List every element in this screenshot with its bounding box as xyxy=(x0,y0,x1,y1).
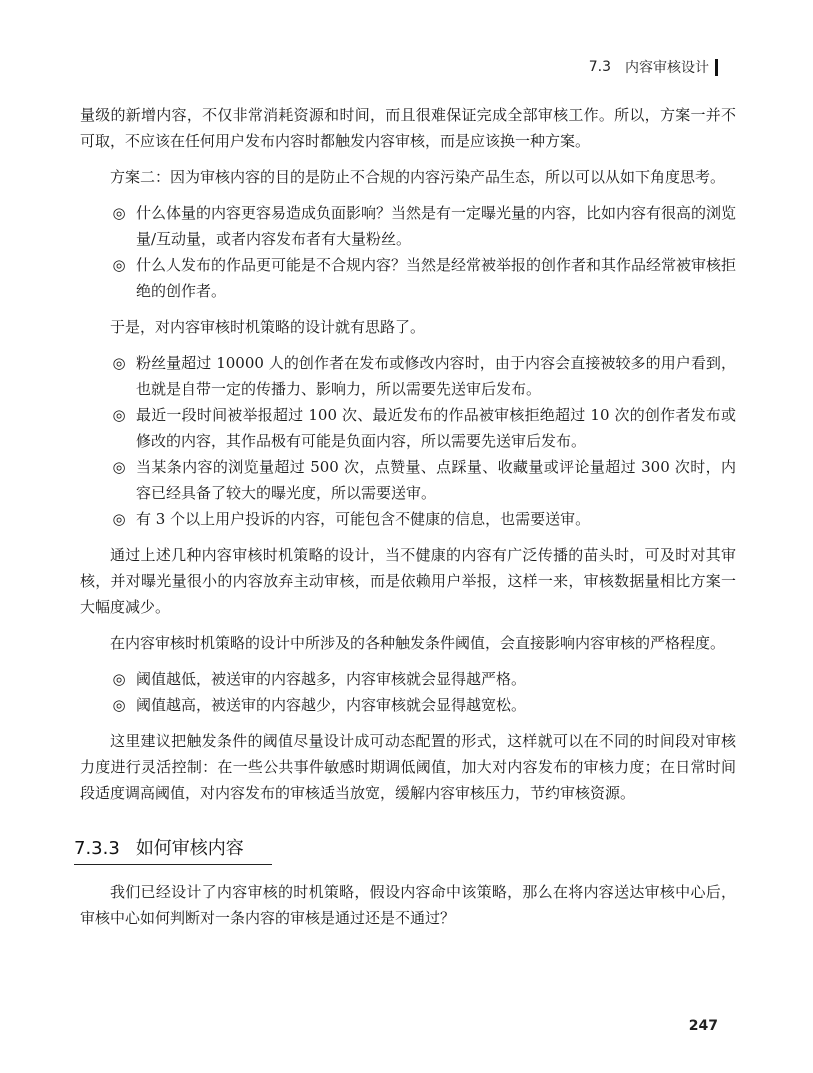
bullet-icon: ◎ xyxy=(112,510,126,528)
bullet-icon: ◎ xyxy=(112,696,126,714)
list-item xyxy=(80,350,736,402)
bullet-icon: ◎ xyxy=(112,204,126,222)
header-section-title: 内容审核设计 xyxy=(625,60,709,76)
list-item xyxy=(80,506,736,532)
paragraph: 方案二：因为审核内容的目的是防止不合规的内容污染产品生态，所以可以从如下角度思考。 xyxy=(110,168,726,186)
list-item-text: 当某条内容的浏览量超过 500 次，点赞量、点踩量、收藏量或评论量超过 300 次时，内容已经具备了较大的曝光度，所以需要送审。 xyxy=(136,458,736,502)
bullet-list-thresholds xyxy=(80,666,736,718)
paragraph: 通过上述几种内容审核时机策略的设计，当不健康的内容有广泛传播的苗头时，可及时对其审核，并对曝光量很小的内容放弃主动审核，而是依赖用户举报，这样一来，审核数据量相比方案一大幅度减少。 xyxy=(80,546,736,616)
list-item xyxy=(80,692,736,718)
list-item xyxy=(80,454,736,506)
paragraph: 这里建议把触发条件的阈值尽量设计成可动态配置的形式，这样就可以在不同的时间段对审核力度进行灵活控制：在一些公共事件敏感时期调低阈值，加大对内容发布的审核力度；在日常时间段适度调高阈值，对内容发布的审核适当放宽，缓解内容审核压力，节约审核资源。 xyxy=(80,732,736,802)
bullet-icon: ◎ xyxy=(112,458,126,476)
header-bar xyxy=(715,59,718,76)
running-header xyxy=(589,57,718,77)
section-title: 如何审核内容 xyxy=(135,838,244,859)
paragraph: 我们已经设计了内容审核的时机策略，假设内容命中该策略，那么在将内容送达审核中心后，审核中心如何判断对一条内容的审核是通过还是不通过？ xyxy=(80,883,736,927)
list-item-text: 有 3 个以上用户投诉的内容，可能包含不健康的信息，也需要送审。 xyxy=(136,510,591,528)
bullet-list-strategies xyxy=(80,350,736,532)
list-item-text: 阈值越低，被送审的内容越多，内容审核就会显得越严格。 xyxy=(136,670,527,688)
list-item xyxy=(80,402,736,454)
list-item-text: 什么体量的内容更容易造成负面影响？当然是有一定曝光量的内容，比如内容有很高的浏览量/互动量，或者内容发布者有大量粉丝。 xyxy=(136,204,737,248)
bullet-icon: ◎ xyxy=(112,354,126,372)
bullet-icon: ◎ xyxy=(112,406,126,424)
bullet-icon: ◎ xyxy=(112,256,126,274)
list-item xyxy=(80,200,736,252)
page-body xyxy=(74,102,737,941)
section-heading xyxy=(74,836,272,865)
section-number: 7.3.3 xyxy=(74,838,120,859)
bullet-icon: ◎ xyxy=(112,670,126,688)
bullet-list-considerations xyxy=(80,200,736,304)
list-item xyxy=(80,252,736,304)
paragraph: 量级的新增内容，不仅非常消耗资源和时间，而且很难保证完成全部审核工作。所以，方案一并不可取，不应该在任何用户发布内容时都触发内容审核，而是应该换一种方案。 xyxy=(80,106,736,150)
paragraph: 在内容审核时机策略的设计中所涉及的各种触发条件阈值，会直接影响内容审核的严格程度。 xyxy=(110,634,726,652)
list-item-text: 粉丝量超过 10000 人的创作者在发布或修改内容时，由于内容会直接被较多的用户看到，也就是自带一定的传播力、影响力，所以需要先送审后发布。 xyxy=(136,354,736,398)
list-item-text: 最近一段时间被举报超过 100 次、最近发布的作品被审核拒绝超过 10 次的创作者发布或修改的内容，其作品极有可能是负面内容，所以需要先送审后发布。 xyxy=(136,406,736,450)
header-section-number: 7.3 xyxy=(588,59,611,75)
list-item-text: 什么人发布的作品更可能是不合规内容？当然是经常被举报的创作者和其作品经常被审核拒绝的创作者。 xyxy=(136,256,737,300)
page-number: 247 xyxy=(688,1018,718,1034)
list-item xyxy=(80,666,736,692)
paragraph: 于是，对内容审核时机策略的设计就有思路了。 xyxy=(110,318,426,336)
list-item-text: 阈值越高，被送审的内容越少，内容审核就会显得越宽松。 xyxy=(136,696,527,714)
